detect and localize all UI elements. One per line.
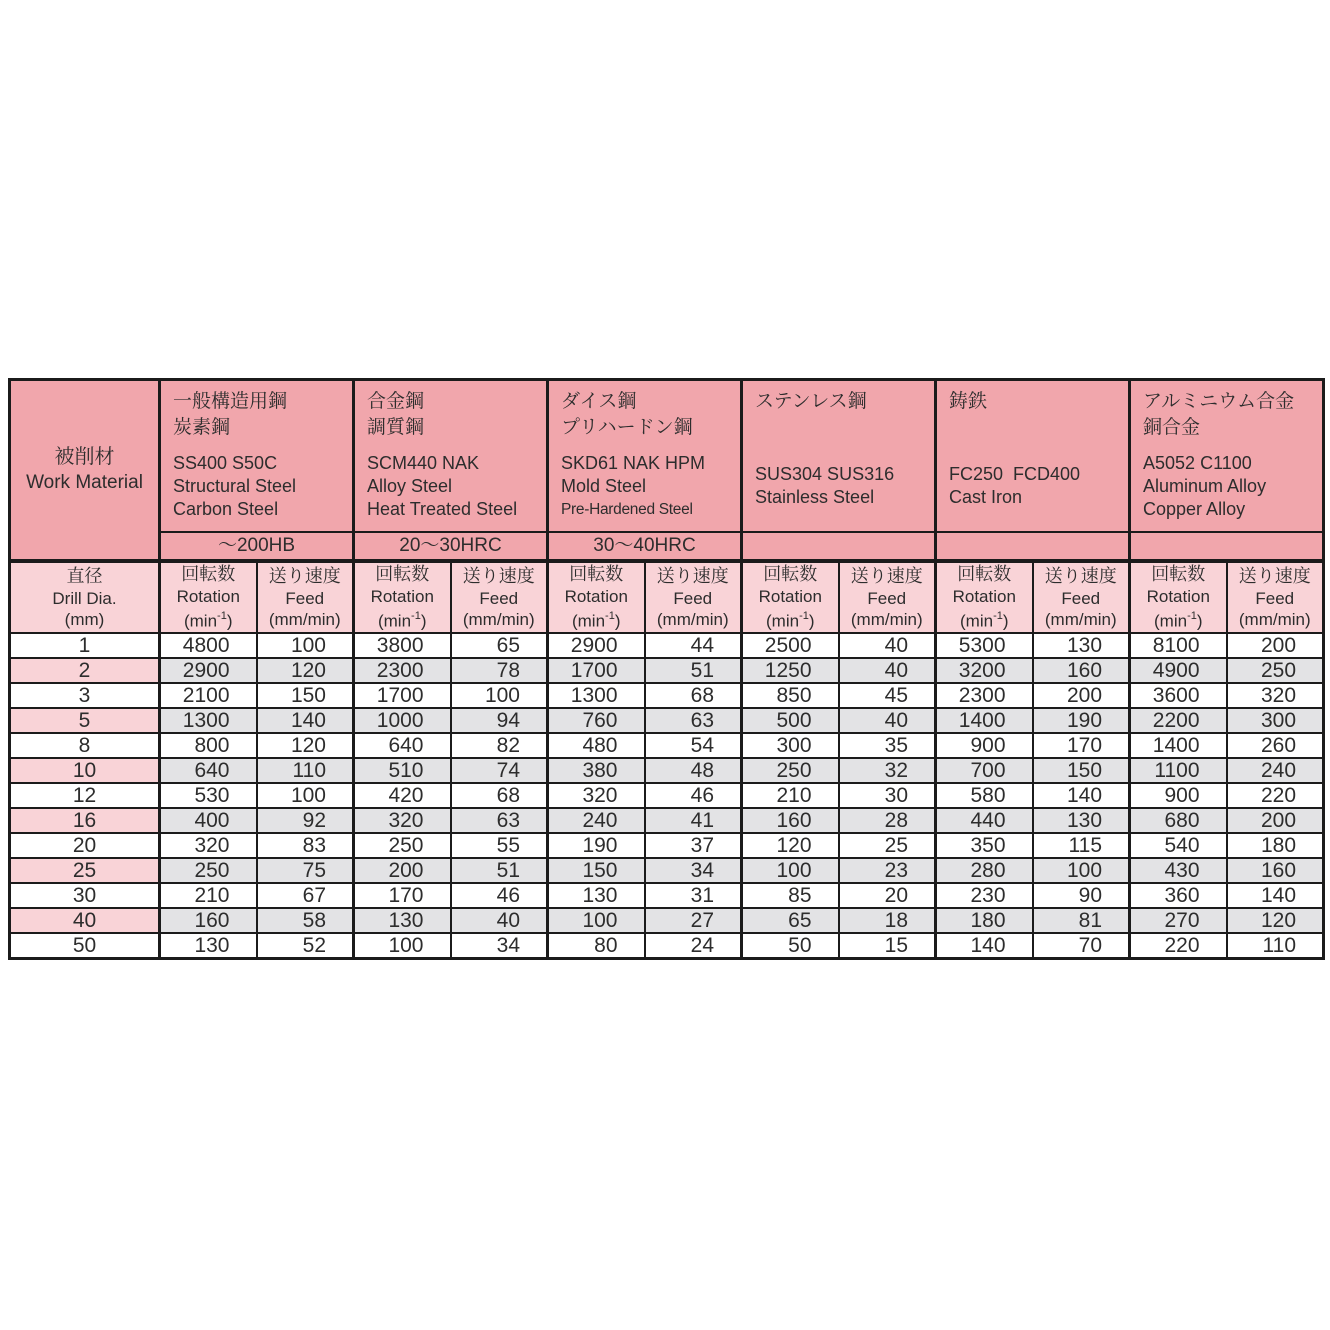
feed-value-cell: 40	[451, 908, 548, 933]
rotation-value-cell: 350	[936, 833, 1033, 858]
rotation-value-cell: 200	[354, 858, 451, 883]
rotation-value-cell: 300	[742, 733, 839, 758]
material-en-line: Pre-Hardened Steel	[561, 500, 693, 518]
feed-value-cell: 92	[257, 808, 354, 833]
rotation-value-cell: 170	[354, 883, 451, 908]
rotation-value-cell: 240	[548, 808, 645, 833]
work-material-label-en: Work Material	[26, 472, 143, 494]
table-row	[10, 883, 1324, 908]
rotation-unit: $(\min^{-1})$	[183, 609, 233, 631]
feed-unit: (mm/min)	[850, 609, 923, 629]
feed-value-cell: 120	[257, 733, 354, 758]
feed-value-cell: 200	[1033, 683, 1130, 708]
feed-value-cell: 46	[451, 883, 548, 908]
rotation-unit: $(\min^{-1})$	[766, 609, 815, 631]
rotation-label-en: Rotation	[952, 586, 1016, 606]
drill-dia-label-jp: 直径	[66, 565, 103, 586]
rotation-value-cell: 500	[742, 708, 839, 733]
rotation-value-cell: 270	[1130, 908, 1227, 933]
feed-value-cell: 140	[257, 708, 354, 733]
rotation-value-cell: 180	[936, 908, 1033, 933]
rotation-value-cell: 85	[742, 883, 839, 908]
material-en-line: Aluminum Alloy	[1143, 475, 1267, 496]
material-jp-line: ダイス鋼	[561, 391, 637, 412]
rotation-value-cell: 700	[936, 758, 1033, 783]
feed-value-cell: 34	[645, 858, 742, 883]
feed-value-cell: 110	[257, 758, 354, 783]
feed-value-cell: 130	[1033, 808, 1130, 833]
drill-dia-cell: 10	[10, 758, 160, 783]
feed-value-cell: 74	[451, 758, 548, 783]
rotation-value-cell: 4900	[1130, 658, 1227, 683]
feed-value-cell: 200	[1227, 808, 1324, 833]
feed-value-cell: 240	[1227, 758, 1324, 783]
feed-value-cell: 150	[257, 683, 354, 708]
rotation-label-jp: 回転数	[181, 563, 236, 584]
rotation-value-cell: 3800	[354, 633, 451, 658]
material-en-line: Structural Steel	[173, 475, 297, 496]
rotation-value-cell: 8100	[1130, 633, 1227, 658]
feed-value-cell: 100	[1033, 858, 1130, 883]
rotation-value-cell: 440	[936, 808, 1033, 833]
drilling-conditions-table-wrap	[8, 378, 1322, 960]
rotation-value-cell: 3200	[936, 658, 1033, 683]
feed-label-jp: 送り速度	[656, 565, 729, 586]
hardness-cell: ～200HB	[160, 532, 354, 561]
rotation-label-en: Rotation	[370, 586, 434, 606]
feed-unit: (mm/min)	[1044, 609, 1117, 629]
rotation-value-cell: 65	[742, 908, 839, 933]
table-row	[10, 708, 1324, 733]
rotation-label-jp: 回転数	[957, 563, 1012, 584]
rotation-value-cell: 640	[160, 758, 257, 783]
feed-value-cell: 120	[1227, 908, 1324, 933]
drill-dia-cell: 8	[10, 733, 160, 758]
rotation-value-cell: 2300	[936, 683, 1033, 708]
feed-value-cell: 94	[451, 708, 548, 733]
feed-label-jp: 送り速度	[1238, 565, 1311, 586]
material-jp-line: 炭素鋼	[173, 417, 231, 438]
hardness-row	[10, 532, 1324, 561]
material-header-mold-steel	[548, 380, 742, 532]
feed-label-jp: 送り速度	[850, 565, 923, 586]
feed-value-cell: 48	[645, 758, 742, 783]
material-header-cast-iron	[936, 380, 1130, 532]
table-body	[10, 633, 1324, 959]
rotation-value-cell: 130	[354, 908, 451, 933]
feed-value-cell: 35	[839, 733, 936, 758]
rotation-value-cell: 250	[742, 758, 839, 783]
rotation-value-cell: 130	[160, 933, 257, 959]
rotation-value-cell: 3600	[1130, 683, 1227, 708]
feed-label-en: Feed	[285, 588, 325, 608]
rotation-value-cell: 800	[160, 733, 257, 758]
rotation-label-en: Rotation	[758, 586, 822, 606]
feed-value-cell: 90	[1033, 883, 1130, 908]
rotation-value-cell: 4800	[160, 633, 257, 658]
drilling-conditions-table	[8, 378, 1325, 960]
rotation-label-en: Rotation	[176, 586, 240, 606]
rotation-value-cell: 100	[354, 933, 451, 959]
rotation-value-cell: 220	[1130, 933, 1227, 959]
feed-column-header	[451, 561, 548, 633]
feed-value-cell: 140	[1227, 883, 1324, 908]
feed-column-header	[257, 561, 354, 633]
drill-dia-cell: 40	[10, 908, 160, 933]
rotation-value-cell: 320	[548, 783, 645, 808]
rotation-value-cell: 160	[160, 908, 257, 933]
hardness-cell: 20～30HRC	[354, 532, 548, 561]
feed-value-cell: 100	[257, 783, 354, 808]
rotation-column-header	[354, 561, 451, 633]
feed-value-cell: 83	[257, 833, 354, 858]
rotation-value-cell: 210	[742, 783, 839, 808]
rotation-value-cell: 640	[354, 733, 451, 758]
material-en-line: Cast Iron	[949, 487, 1023, 507]
feed-value-cell: 82	[451, 733, 548, 758]
feed-value-cell: 320	[1227, 683, 1324, 708]
drill-dia-cell: 25	[10, 858, 160, 883]
rotation-value-cell: 1300	[548, 683, 645, 708]
material-en-line: Heat Treated Steel	[367, 498, 518, 519]
work-material-corner-cell	[10, 380, 160, 561]
rotation-value-cell: 380	[548, 758, 645, 783]
rotation-column-header	[1130, 561, 1227, 633]
rotation-value-cell: 100	[548, 908, 645, 933]
drill-dia-unit: (mm)	[64, 609, 105, 629]
material-code: SUS304 SUS316	[755, 464, 895, 484]
rotation-value-cell: 1700	[354, 683, 451, 708]
feed-value-cell: 34	[451, 933, 548, 959]
table-row	[10, 783, 1324, 808]
feed-value-cell: 15	[839, 933, 936, 959]
drill-dia-cell: 3	[10, 683, 160, 708]
rotation-value-cell: 100	[742, 858, 839, 883]
drill-dia-cell: 12	[10, 783, 160, 808]
feed-value-cell: 100	[451, 683, 548, 708]
rotation-value-cell: 150	[548, 858, 645, 883]
rotation-value-cell: 1100	[1130, 758, 1227, 783]
feed-column-header	[1227, 561, 1324, 633]
feed-value-cell: 23	[839, 858, 936, 883]
table-row	[10, 758, 1324, 783]
feed-value-cell: 25	[839, 833, 936, 858]
work-material-label-jp: 被削材	[54, 446, 115, 469]
feed-value-cell: 180	[1227, 833, 1324, 858]
feed-value-cell: 150	[1033, 758, 1130, 783]
material-header-structural-carbon-steel	[160, 380, 354, 532]
rotation-label-jp: 回転数	[375, 563, 430, 584]
material-jp-line: 調質鋼	[367, 417, 425, 438]
feed-unit: (mm/min)	[462, 609, 535, 629]
material-en-line: Carbon Steel	[173, 498, 279, 519]
feed-value-cell: 46	[645, 783, 742, 808]
material-jp-line: アルミニウム合金	[1143, 391, 1295, 412]
material-en-line: Copper Alloy	[1143, 498, 1246, 519]
rotation-value-cell: 420	[354, 783, 451, 808]
feed-value-cell: 45	[839, 683, 936, 708]
rotation-value-cell: 1400	[1130, 733, 1227, 758]
rotation-value-cell: 1700	[548, 658, 645, 683]
feed-value-cell: 58	[257, 908, 354, 933]
rotation-column-header	[742, 561, 839, 633]
material-en-line: Mold Steel	[561, 475, 647, 496]
material-code: FC250 FCD400	[949, 464, 1081, 484]
feed-column-header	[1033, 561, 1130, 633]
rotation-unit: $(\min^{-1})$	[571, 609, 621, 631]
material-header-alloy-steel	[354, 380, 548, 532]
feed-value-cell: 190	[1033, 708, 1130, 733]
rotation-label-en: Rotation	[564, 586, 628, 606]
rotation-column-header	[160, 561, 257, 633]
feed-value-cell: 40	[839, 633, 936, 658]
feed-value-cell: 170	[1033, 733, 1130, 758]
feed-label-jp: 送り速度	[268, 565, 341, 586]
feed-label-en: Feed	[479, 588, 519, 608]
rotation-label-jp: 回転数	[763, 563, 818, 584]
feed-value-cell: 260	[1227, 733, 1324, 758]
feed-value-cell: 120	[257, 658, 354, 683]
table-row	[10, 933, 1324, 959]
feed-value-cell: 81	[1033, 908, 1130, 933]
rotation-value-cell: 430	[1130, 858, 1227, 883]
rotation-value-cell: 400	[160, 808, 257, 833]
rotation-value-cell: 760	[548, 708, 645, 733]
feed-value-cell: 27	[645, 908, 742, 933]
rotation-value-cell: 360	[1130, 883, 1227, 908]
rotation-label-en: Rotation	[1146, 586, 1210, 606]
material-jp-line: 一般構造用鋼	[173, 391, 288, 412]
feed-value-cell: 68	[451, 783, 548, 808]
material-code: A5052 C1100	[1143, 452, 1252, 473]
feed-value-cell: 63	[645, 708, 742, 733]
feed-label-en: Feed	[1255, 588, 1295, 608]
feed-value-cell: 40	[839, 708, 936, 733]
feed-value-cell: 130	[1033, 633, 1130, 658]
feed-value-cell: 28	[839, 808, 936, 833]
feed-value-cell: 31	[645, 883, 742, 908]
feed-value-cell: 24	[645, 933, 742, 959]
feed-value-cell: 51	[645, 658, 742, 683]
feed-value-cell: 160	[1227, 858, 1324, 883]
hardness-cell	[936, 532, 1130, 561]
drill-dia-cell: 50	[10, 933, 160, 959]
table-row	[10, 833, 1324, 858]
feed-value-cell: 220	[1227, 783, 1324, 808]
feed-value-cell: 41	[645, 808, 742, 833]
feed-value-cell: 55	[451, 833, 548, 858]
feed-value-cell: 200	[1227, 633, 1324, 658]
material-code: SS400 S50C	[173, 452, 278, 473]
rotation-value-cell: 900	[936, 733, 1033, 758]
hardness-cell	[1130, 532, 1324, 561]
feed-value-cell: 110	[1227, 933, 1324, 959]
rotation-value-cell: 190	[548, 833, 645, 858]
feed-value-cell: 30	[839, 783, 936, 808]
material-header-row	[10, 380, 1324, 532]
feed-value-cell: 75	[257, 858, 354, 883]
rotation-value-cell: 140	[936, 933, 1033, 959]
table-row	[10, 633, 1324, 658]
feed-label-jp: 送り速度	[1044, 565, 1117, 586]
rotation-column-header	[548, 561, 645, 633]
feed-value-cell: 51	[451, 858, 548, 883]
material-en-line: Stainless Steel	[755, 487, 875, 507]
feed-value-cell: 37	[645, 833, 742, 858]
feed-value-cell: 78	[451, 658, 548, 683]
table-row	[10, 658, 1324, 683]
drill-dia-column-header	[10, 561, 160, 633]
rotation-value-cell: 480	[548, 733, 645, 758]
drill-dia-cell: 20	[10, 833, 160, 858]
drill-dia-cell: 30	[10, 883, 160, 908]
rotation-value-cell: 320	[160, 833, 257, 858]
feed-value-cell: 115	[1033, 833, 1130, 858]
table-row	[10, 858, 1324, 883]
feed-value-cell: 54	[645, 733, 742, 758]
rotation-unit: $(\min^{-1})$	[1154, 609, 1203, 631]
hardness-cell: 30～40HRC	[548, 532, 742, 561]
rotation-value-cell: 510	[354, 758, 451, 783]
feed-value-cell: 67	[257, 883, 354, 908]
rotation-value-cell: 1400	[936, 708, 1033, 733]
rotation-value-cell: 2200	[1130, 708, 1227, 733]
feed-label-en: Feed	[673, 588, 713, 608]
rotation-value-cell: 680	[1130, 808, 1227, 833]
rotation-value-cell: 1300	[160, 708, 257, 733]
material-jp-line: プリハードン鋼	[561, 417, 693, 438]
material-code: SCM440 NAK	[367, 452, 480, 473]
drill-dia-cell: 16	[10, 808, 160, 833]
feed-unit: (mm/min)	[656, 609, 729, 629]
rotation-value-cell: 250	[354, 833, 451, 858]
feed-value-cell: 250	[1227, 658, 1324, 683]
rotation-value-cell: 1250	[742, 658, 839, 683]
material-jp-line: ステンレス鋼	[755, 391, 867, 412]
rotation-value-cell: 5300	[936, 633, 1033, 658]
rotation-value-cell: 250	[160, 858, 257, 883]
rotation-value-cell: 900	[1130, 783, 1227, 808]
rotation-value-cell: 850	[742, 683, 839, 708]
rotation-value-cell: 2900	[548, 633, 645, 658]
rotation-unit: $(\min^{-1})$	[377, 609, 427, 631]
feed-value-cell: 70	[1033, 933, 1130, 959]
feed-value-cell: 44	[645, 633, 742, 658]
table-row	[10, 908, 1324, 933]
rotation-value-cell: 80	[548, 933, 645, 959]
material-en-line: Alloy Steel	[367, 475, 453, 496]
material-header-aluminum-copper-alloy	[1130, 380, 1324, 532]
feed-value-cell: 300	[1227, 708, 1324, 733]
rotation-value-cell: 130	[548, 883, 645, 908]
rotation-unit: $(\min^{-1})$	[960, 609, 1009, 631]
rotation-value-cell: 1000	[354, 708, 451, 733]
feed-label-en: Feed	[867, 588, 907, 608]
feed-column-header	[839, 561, 936, 633]
rotation-value-cell: 530	[160, 783, 257, 808]
rotation-value-cell: 280	[936, 858, 1033, 883]
rotation-column-header	[936, 561, 1033, 633]
drill-dia-cell: 5	[10, 708, 160, 733]
rotation-value-cell: 230	[936, 883, 1033, 908]
table-row	[10, 808, 1324, 833]
table-row	[10, 733, 1324, 758]
feed-label-jp: 送り速度	[462, 565, 535, 586]
rotation-value-cell: 2900	[160, 658, 257, 683]
material-jp-line: 合金鋼	[367, 391, 425, 412]
feed-value-cell: 140	[1033, 783, 1130, 808]
feed-value-cell: 160	[1033, 658, 1130, 683]
rotation-value-cell: 2500	[742, 633, 839, 658]
feed-value-cell: 20	[839, 883, 936, 908]
material-code: SKD61 NAK HPM	[561, 452, 706, 473]
feed-column-header	[645, 561, 742, 633]
hardness-cell	[742, 532, 936, 561]
rotation-value-cell: 2300	[354, 658, 451, 683]
rotation-value-cell: 580	[936, 783, 1033, 808]
rotation-value-cell: 120	[742, 833, 839, 858]
rotation-value-cell: 210	[160, 883, 257, 908]
rotation-value-cell: 160	[742, 808, 839, 833]
rotation-value-cell: 320	[354, 808, 451, 833]
drill-dia-cell: 1	[10, 633, 160, 658]
rotation-value-cell: 50	[742, 933, 839, 959]
feed-unit: (mm/min)	[1238, 609, 1311, 629]
material-jp-line: 銅合金	[1143, 417, 1201, 438]
feed-label-en: Feed	[1061, 588, 1101, 608]
drill-dia-label-en: Drill Dia.	[52, 588, 117, 608]
rotation-value-cell: 2100	[160, 683, 257, 708]
column-subheader-row	[10, 561, 1324, 633]
table-row	[10, 683, 1324, 708]
material-header-stainless-steel	[742, 380, 936, 532]
rotation-label-jp: 回転数	[569, 563, 624, 584]
rotation-value-cell: 540	[1130, 833, 1227, 858]
feed-value-cell: 68	[645, 683, 742, 708]
feed-value-cell: 65	[451, 633, 548, 658]
rotation-label-jp: 回転数	[1151, 563, 1206, 584]
material-jp-line: 鋳鉄	[949, 391, 988, 412]
feed-value-cell: 63	[451, 808, 548, 833]
feed-value-cell: 100	[257, 633, 354, 658]
feed-value-cell: 32	[839, 758, 936, 783]
drill-dia-cell: 2	[10, 658, 160, 683]
feed-value-cell: 18	[839, 908, 936, 933]
feed-value-cell: 52	[257, 933, 354, 959]
feed-unit: (mm/min)	[268, 609, 341, 629]
feed-value-cell: 40	[839, 658, 936, 683]
